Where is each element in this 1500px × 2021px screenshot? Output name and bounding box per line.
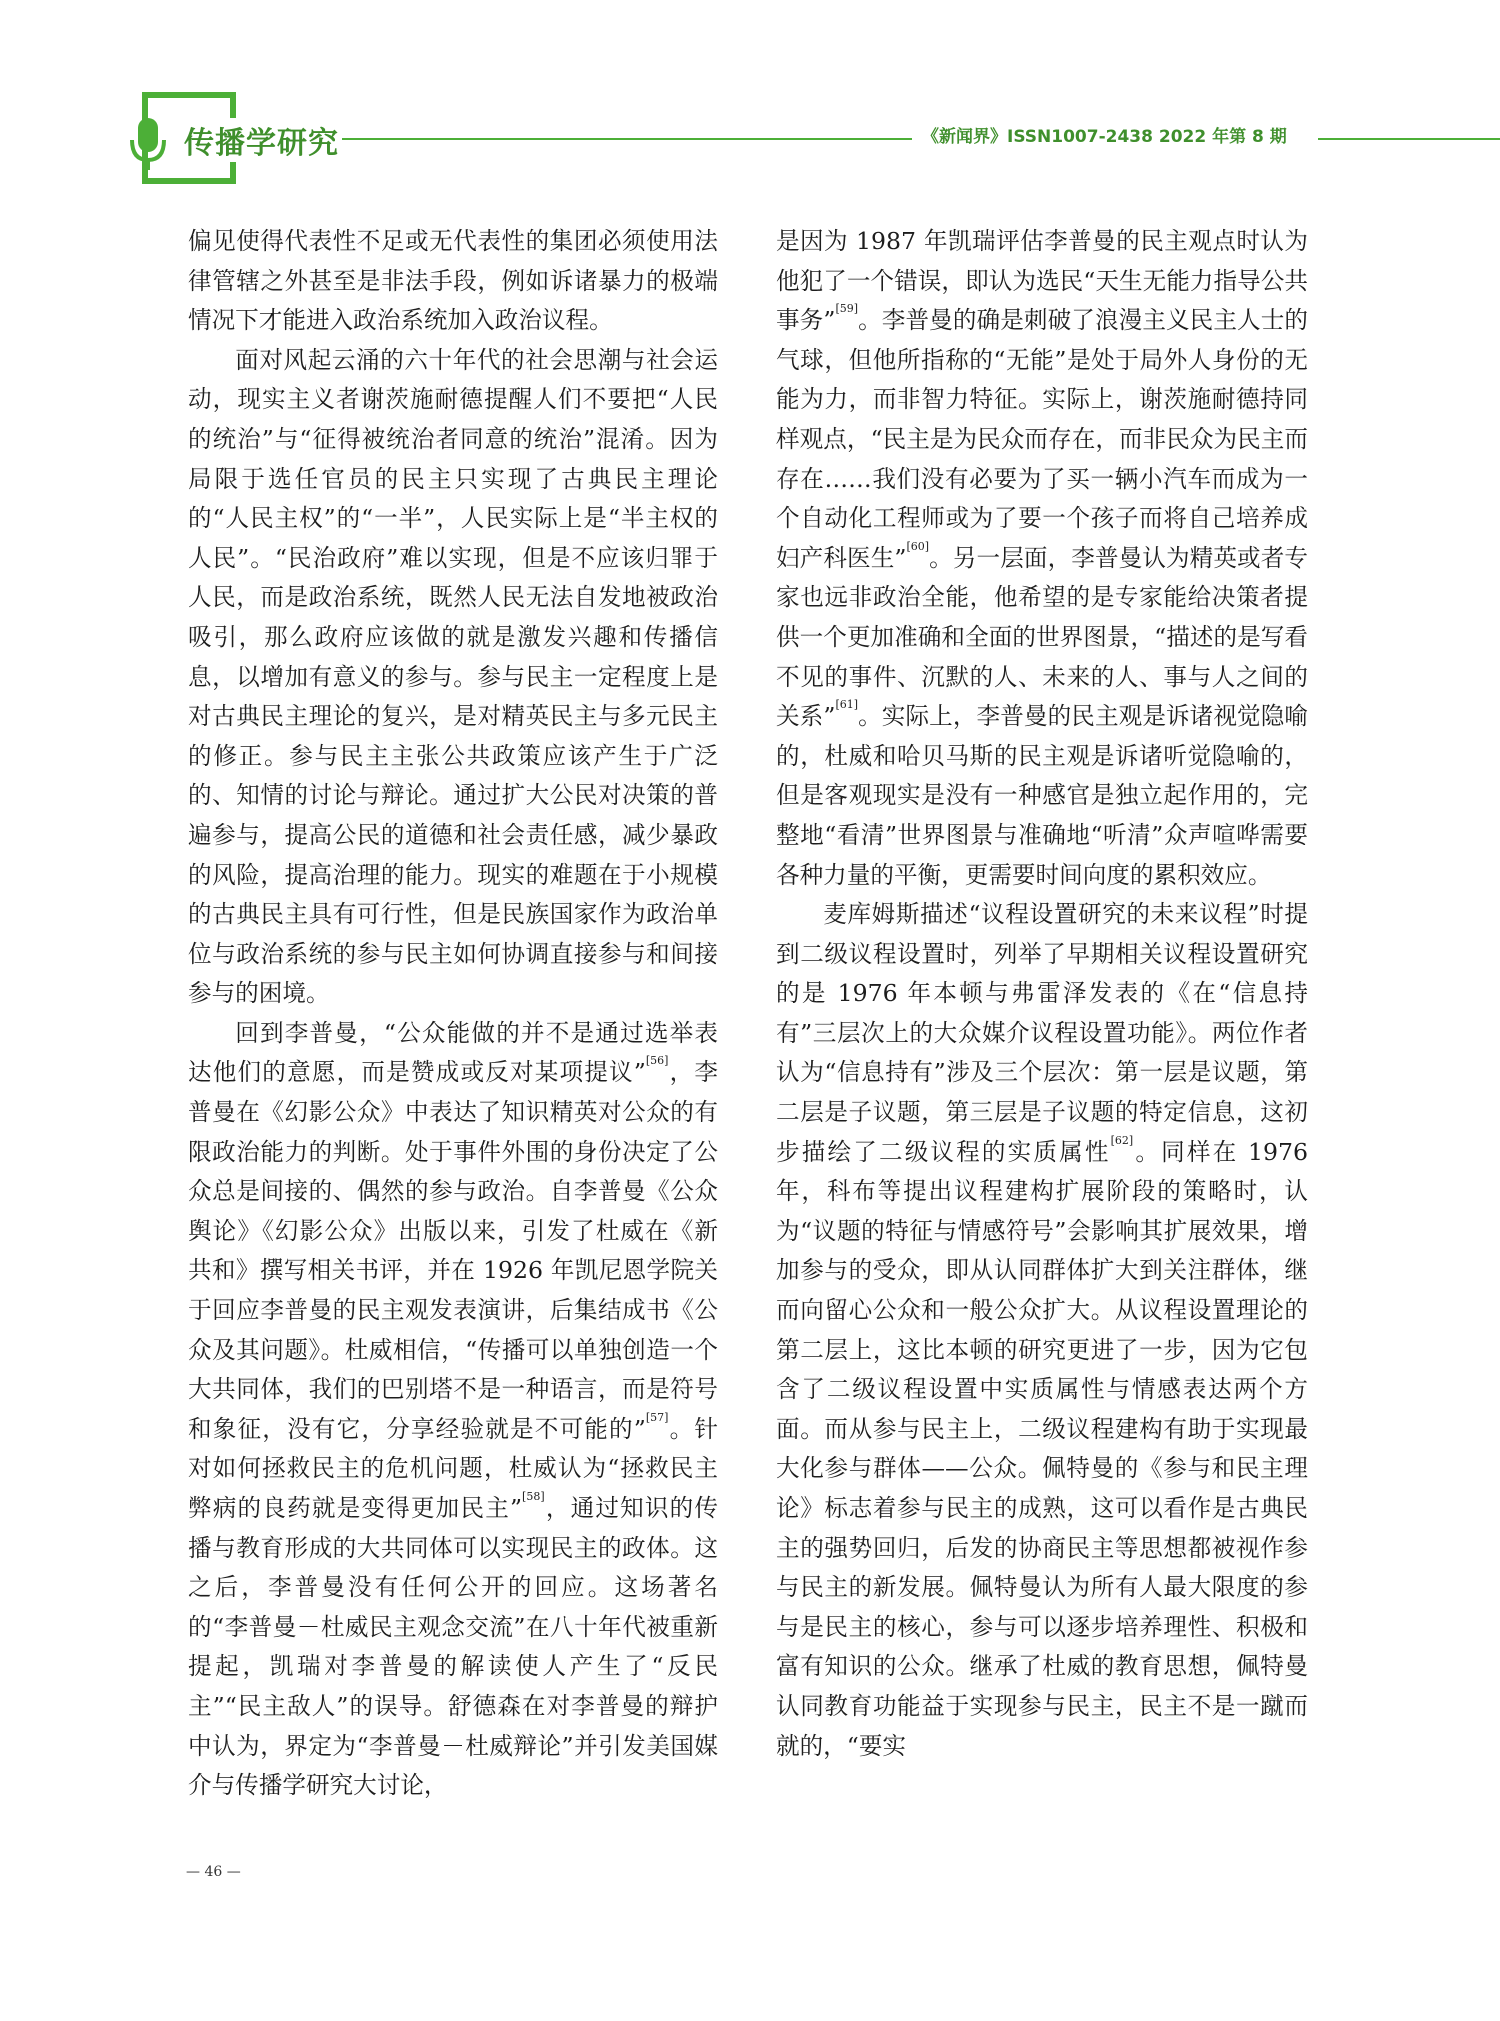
paragraph-continued — [188, 222, 718, 341]
paragraph-text: 。同样在 1976 年，科布等提出议程建构扩展阶段的策略时，认为“议题的特征与情感符号”会影响其扩展效果，增加参与的受众，即从认同群体扩大到关注群体，继而向留心公众和一般公众扩大。从议程设置理论的第二层上，这比本顿的研究更进了一步，因为它包含了二级议程设置中实质属性与情感表达两个方面。而从参与民主上，二级议程建构有助于实现最大化参与群体——公众。佩特曼的《参与和民主理论》标志着参与民主的成熟，这可以看作是古典民主的强势回归，后发的协商民主等思想都被视作参与民主的新发展。佩特曼认为所有人最大限度的参与是民主的核心，参与可以逐步培养理性、积极和富有知识的公众。继承了杜威的教育思想，佩特曼认同教育功能益于实现参与民主，民主不是一蹴而就的，“要实 — [776, 1137, 1309, 1760]
citation-ref: [57] — [645, 1410, 669, 1424]
paragraph-text: 回到李普曼，“公众能做的并不是通过选举表达他们的意愿，而是赞成或反对某项提议” — [188, 1018, 718, 1087]
citation-ref: [56] — [645, 1054, 669, 1068]
citation-ref: [60] — [906, 539, 930, 553]
paragraph-text: 是因为 1987 年凯瑞评估李普曼的民主观点时认为他犯了一个错误，即认为选民“天生无能力指导公共事务” — [776, 227, 1308, 335]
header-divider-right — [1318, 138, 1500, 140]
paragraph-text: 。实际上，李普曼的民主观是诉诸视觉隐喻的，杜威和哈贝马斯的民主观是诉诸听觉隐喻的，但是客观现实是没有一种感官是独立起作用的，完整地“看清”世界图景与准确地“听清”众声喧哗需要各种力量的平衡，更需要时间向度的累积效应。 — [776, 702, 1309, 889]
paragraph-text: ，通过知识的传播与教育形成的大共同体可以实现民主的政体。这之后，李普曼没有任何公开的回应。这场著名的“李普曼－杜威民主观念交流”在八十年代被重新提起，凯瑞对李普曼的解读使人产生了“反民主”“民主敌人”的误导。舒德森在对李普曼的辩护中认为，界定为“李普曼－杜威辩论”并引发美国媒介与传播学研究大讨论， — [188, 1494, 719, 1800]
citation-ref: [58] — [522, 1490, 545, 1503]
paragraph-text: 。针对如何拯救民主的危机问题，杜威认为“拯救民主弊病的良药就是变得更加民主” — [188, 1414, 719, 1522]
microphone-icon — [130, 118, 166, 170]
paragraph-text: 。另一层面，李普曼认为精英或者专家也远非政治全能，他希望的是专家能给决策者提供一个更加准确和全面的世界图景，“描述的是写看不见的事件、沉默的人、未来的人、事与人之间的关系” — [776, 543, 1309, 731]
paragraph — [776, 895, 1308, 1766]
left-text-column — [188, 222, 718, 1806]
right-text-column — [776, 222, 1308, 1766]
citation-ref: [61] — [835, 698, 859, 712]
citation-ref: [62] — [1110, 1133, 1134, 1147]
paragraph-text: 麦库姆斯描述“议程设置研究的未来议程”时提到二级议程设置时，列举了早期相关议程设置研究的是 1976 年本顿与弗雷泽发表的《在“信息持有”三层次上的大众媒介议程设置功能》。两位作者认为“信息持有”涉及三个层次：第一层是议题，第二层是子议题，第三层是子议题的特定信息，这初步描绘了二级议程的实质属性 — [776, 900, 1308, 1166]
citation-ref: [59] — [835, 302, 859, 316]
page-number: — 46 — — [186, 1864, 241, 1880]
journal-info: 《新闻界》ISSN1007-2438 2022 年第 8 期 — [922, 127, 1287, 147]
paragraph-text: 面对风起云涌的六十年代的社会思潮与社会运动，现实主义者谢茨施耐德提醒人们不要把“人民的统治”与“征得被统治者同意的统治”混淆。因为局限于选任官员的民主只实现了古典民主理论的“人民主权”的“一半”，人民实际上是“半主权的人民”。“民治政府”难以实现，但是不应该归罪于人民，而是政治系统，既然人民无法自发地被政治吸引，那么政府应该做的就是激发兴趣和传播信息，以增加有意义的参与。参与民主一定程度上是对古典民主理论的复兴，是对精英民主与多元民主的修正。参与民主主张公共政策应该产生于广泛的、知情的讨论与辩论。通过扩大公民对决策的普遍参与，提高公民的道德和社会责任感，减少暴政的风险，提高治理的能力。现实的难题在于小规模的古典民主具有可行性，但是民族国家作为政治单位与政治系统的参与民主如何协调直接参与和间接参与的困境。 — [188, 345, 718, 1008]
paragraph — [188, 341, 718, 1014]
paragraph-continued — [776, 222, 1308, 895]
paragraph-text: ，李普曼在《幻影公众》中表达了知识精英对公众的有限政治能力的判断。处于事件外围的身份决定了公众总是间接的、偶然的参与政治。自李普曼《公众舆论》《幻影公众》出版以来，引发了杜威在《新共和》撰写相关书评，并在 1926 年凯尼恩学院关于回应李普曼的民主观发表演讲，后集结成书《公众及其问题》。杜威相信，“传播可以单独创造一个大共同体，我们的巴别塔不是一种语言，而是符号和象征，没有它，分享经验就是不可能的” — [188, 1058, 719, 1443]
header-divider-left — [342, 138, 912, 140]
paragraph-text: 偏见使得代表性不足或无代表性的集团必须使用法律管辖之外甚至是非法手段，例如诉诸暴力的极端情况下才能进入政治系统加入政治议程。 — [188, 227, 718, 335]
paragraph — [188, 1014, 718, 1806]
paragraph-text: 。李普曼的确是刺破了浪漫主义民主人士的气球，但他所指称的“无能”是处于局外人身份的无能为力，而非智力特征。实际上，谢茨施耐德持同样观点，“民主是为民众而存在，而非民众为民主而存在……我们没有必要为了买一辆小汽车而成为一个自动化工程师或为了要一个孩子而将自己培养成妇产科医生” — [776, 306, 1309, 572]
section-title: 传播学研究 — [180, 118, 343, 162]
